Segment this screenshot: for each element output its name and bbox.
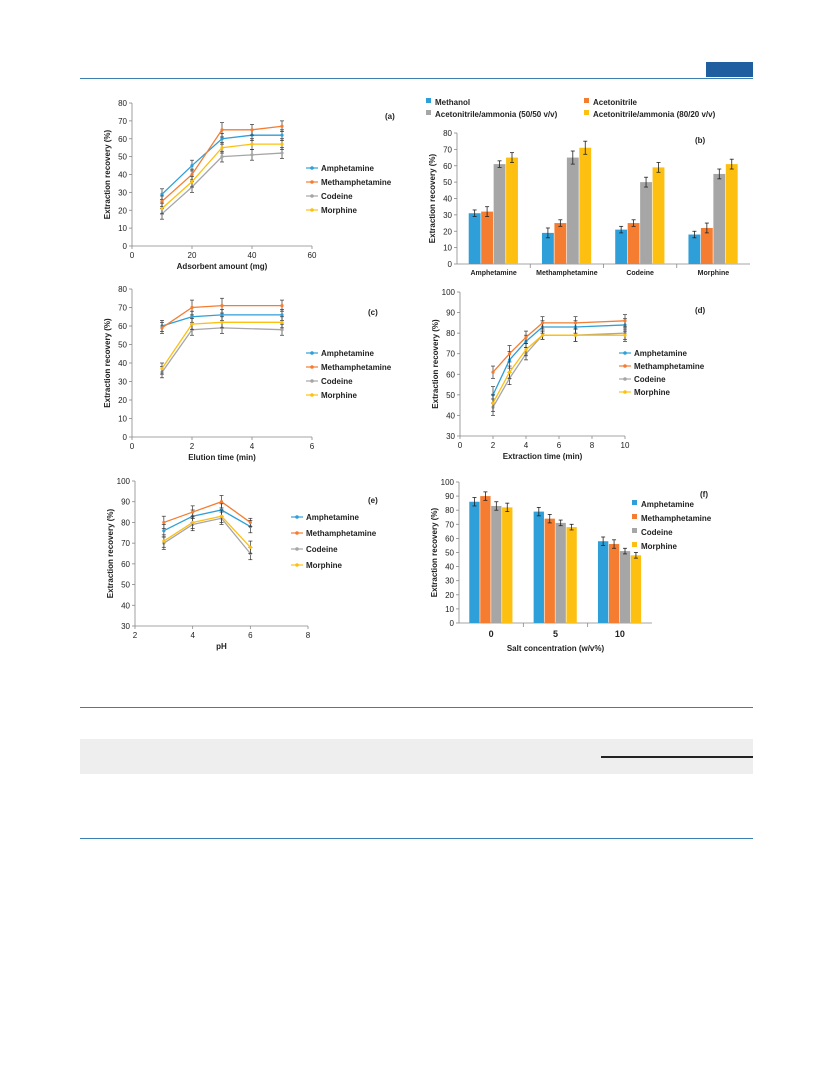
bar-acetonitrile-ammonia-50-50-v-v-amphetamine (494, 164, 506, 264)
legend-item-morphine (632, 542, 678, 551)
x-tick-label: 4 (190, 631, 195, 640)
data-point-methamphetamine (190, 306, 193, 309)
legend-label: Codeine (641, 528, 673, 537)
chart-e-svg (95, 472, 425, 662)
y-tick-label: 100 (116, 477, 130, 486)
legend-label: Methamphetamine (306, 529, 377, 538)
category-label: Amphetamine (470, 270, 517, 277)
x-tick-label: 2 (132, 631, 138, 640)
data-point-methamphetamine (574, 321, 577, 324)
data-point-methamphetamine (191, 510, 194, 513)
x-tick-label: 4 (249, 442, 255, 451)
y-tick-label: 20 (443, 227, 452, 237)
category-label: 5 (552, 629, 559, 639)
chart-f-svg (420, 475, 755, 665)
series-line-methamphetamine (493, 321, 625, 372)
chart-b-svg (420, 95, 755, 285)
data-point-amphetamine (190, 315, 193, 318)
legend-marker (295, 515, 299, 519)
data-point-morphine (280, 321, 283, 324)
data-point-codeine (250, 153, 253, 156)
x-axis-label: pH (216, 642, 227, 651)
y-tick-label: 100 (440, 478, 454, 487)
y-tick-label: 10 (443, 243, 452, 253)
data-point-morphine (491, 401, 494, 404)
category-label: Codeine (626, 270, 654, 277)
y-tick-label: 40 (118, 170, 127, 180)
y-tick-label: 60 (446, 370, 455, 380)
legend-item-amphetamine (306, 349, 374, 358)
y-tick-label: 30 (443, 210, 452, 220)
y-tick-label: 30 (118, 188, 127, 198)
x-tick-label: 2 (490, 441, 496, 450)
data-point-methamphetamine (249, 521, 252, 524)
bar-methanol-amphetamine (469, 213, 481, 264)
legend-label: Amphetamine (306, 513, 359, 522)
y-tick-label: 50 (118, 152, 127, 162)
legend-marker (295, 531, 299, 535)
data-point-morphine (623, 334, 626, 337)
x-tick-label: 0 (457, 441, 463, 450)
y-tick-label: 60 (443, 161, 452, 171)
y-tick-label: 80 (121, 518, 130, 528)
bar-methanol-codeine (615, 230, 627, 264)
bar-acetonitrile-ammonia-80-20-v-v-amphetamine (506, 158, 518, 264)
panel-label: (e) (368, 496, 378, 505)
legend-marker (623, 364, 627, 368)
bar-acetonitrile-ammonia-50-50-v-v-codeine (640, 182, 652, 264)
bar-acetonitrile-ammonia-50-50-v-v-methamphetamine (567, 158, 579, 264)
chart-panel-b (420, 95, 755, 285)
y-tick-label: 50 (121, 580, 130, 590)
legend-item-morphine (306, 391, 358, 400)
bar-methamphetamine-10 (609, 544, 619, 623)
legend-item-acetonitrile-ammonia-80-20-v-v (584, 110, 716, 119)
legend-label: Acetonitrile (593, 98, 638, 107)
data-point-methamphetamine (541, 321, 544, 324)
caption-top-rule (80, 707, 753, 708)
bar-acetonitrile-codeine (628, 223, 640, 264)
y-tick-label: 70 (118, 116, 127, 126)
x-tick-label: 6 (309, 442, 315, 451)
legend-label: Codeine (321, 377, 353, 386)
y-tick-label: 80 (445, 506, 454, 516)
y-tick-label: 60 (445, 534, 454, 544)
x-tick-label: 40 (247, 251, 257, 260)
x-tick-label: 0 (129, 251, 135, 260)
y-tick-label: 70 (121, 539, 130, 549)
chart-a-svg (95, 95, 425, 275)
x-tick-label: 8 (305, 631, 311, 640)
legend-item-acetonitrile (584, 98, 638, 107)
chart-panel-d (420, 285, 755, 470)
category-label: 10 (614, 629, 625, 639)
category-label: Methamphetamine (536, 270, 598, 277)
data-point-amphetamine (280, 134, 283, 137)
data-point-methamphetamine (280, 304, 283, 307)
legend-item-acetonitrile-ammonia-50-50-v-v (426, 110, 558, 119)
data-point-morphine (160, 367, 163, 370)
data-point-morphine (249, 546, 252, 549)
data-point-methamphetamine (220, 500, 223, 503)
y-tick-label: 80 (118, 285, 127, 294)
legend-swatch (632, 542, 637, 547)
bar-codeine-10 (620, 551, 630, 623)
legend-item-codeine (619, 375, 666, 384)
legend-marker (623, 351, 627, 355)
y-tick-label: 100 (441, 288, 455, 297)
legend-label: Morphine (306, 561, 342, 570)
legend-swatch (584, 98, 589, 103)
x-tick-label: 6 (248, 631, 253, 640)
legend-marker (310, 166, 314, 170)
legend-item-morphine (291, 561, 343, 570)
x-axis-label: Extraction time (min) (502, 452, 583, 461)
panel-label: (d) (695, 306, 706, 315)
legend-item-amphetamine (632, 500, 694, 509)
data-point-morphine (524, 348, 527, 351)
header-tab-badge (706, 62, 753, 77)
legend-swatch (426, 98, 431, 103)
legend-item-methamphetamine (291, 529, 377, 538)
bar-amphetamine-5 (534, 512, 544, 623)
legend-swatch (632, 528, 637, 533)
legend-item-methanol (426, 98, 470, 107)
data-point-morphine (280, 143, 283, 146)
legend-item-codeine (306, 377, 353, 386)
y-tick-label: 10 (118, 224, 127, 234)
legend-marker (310, 379, 314, 383)
bar-acetonitrile-ammonia-80-20-v-v-methamphetamine (579, 148, 591, 264)
data-point-morphine (191, 521, 194, 524)
legend-label: Morphine (321, 206, 357, 215)
y-tick-label: 80 (118, 99, 127, 108)
legend-label: Morphine (634, 388, 670, 397)
legend-marker (295, 563, 299, 567)
x-tick-label: 6 (556, 441, 562, 450)
y-tick-label: 0 (447, 260, 452, 269)
chart-panel-c (95, 280, 425, 470)
y-axis-label: Extraction recovery (%) (428, 153, 437, 244)
legend-marker (295, 547, 299, 551)
data-point-morphine (190, 180, 193, 183)
panel-label: (f) (700, 490, 708, 499)
legend-swatch (426, 110, 431, 115)
y-tick-label: 20 (118, 396, 127, 405)
legend-marker (310, 180, 314, 184)
data-point-amphetamine (220, 313, 223, 316)
y-tick-label: 30 (121, 622, 130, 631)
legend-item-methamphetamine (632, 514, 712, 523)
bar-amphetamine-0 (469, 502, 479, 623)
data-point-morphine (220, 146, 223, 149)
y-tick-label: 60 (121, 559, 130, 569)
y-tick-label: 50 (445, 548, 454, 558)
y-tick-label: 80 (446, 329, 455, 339)
series-line-codeine (162, 328, 282, 372)
y-tick-label: 90 (445, 492, 454, 502)
y-tick-label: 50 (118, 340, 127, 350)
legend-label: Morphine (641, 542, 677, 551)
y-tick-label: 80 (443, 129, 452, 138)
legend-marker (310, 194, 314, 198)
x-tick-label: 8 (589, 441, 595, 450)
y-tick-label: 60 (118, 322, 127, 331)
y-tick-label: 40 (445, 562, 454, 572)
bar-acetonitrile-ammonia-50-50-v-v-morphine (713, 174, 725, 264)
y-tick-label: 30 (446, 432, 455, 441)
data-point-morphine (220, 321, 223, 324)
legend-label: Codeine (321, 192, 353, 201)
legend-swatch (632, 500, 637, 505)
legend-swatch (584, 110, 589, 115)
data-point-morphine (162, 539, 165, 542)
chart-panel-f (420, 475, 755, 665)
legend-item-amphetamine (619, 349, 687, 358)
x-tick-label: 20 (187, 251, 197, 260)
legend-label: Codeine (634, 375, 666, 384)
x-tick-label: 0 (129, 442, 135, 451)
data-point-methamphetamine (220, 128, 223, 131)
y-tick-label: 50 (446, 390, 455, 400)
legend-item-methamphetamine (619, 362, 705, 371)
data-point-methamphetamine (220, 304, 223, 307)
panel-label: (b) (695, 136, 706, 145)
bar-morphine-0 (502, 507, 512, 623)
data-point-methamphetamine (524, 336, 527, 339)
header-rule (80, 78, 753, 79)
category-label: Morphine (697, 270, 730, 277)
y-tick-label: 20 (118, 206, 127, 216)
x-tick-label: 60 (307, 251, 317, 260)
x-axis-label: Adsorbent amount (mg) (176, 262, 268, 271)
bar-acetonitrile-ammonia-80-20-v-v-codeine (653, 167, 665, 264)
y-tick-label: 90 (121, 497, 130, 507)
legend-item-amphetamine (291, 513, 359, 522)
data-point-methamphetamine (280, 125, 283, 128)
data-point-amphetamine (190, 164, 193, 167)
legend-item-codeine (306, 192, 353, 201)
y-tick-label: 60 (118, 134, 127, 144)
legend-item-codeine (291, 545, 338, 554)
y-axis-label: Extraction recovery (%) (106, 508, 115, 599)
x-axis-label: Elution time (min) (188, 453, 256, 462)
y-tick-label: 90 (446, 308, 455, 318)
y-tick-label: 30 (118, 377, 127, 387)
legend-label: Methamphetamine (321, 363, 392, 372)
legend-marker (310, 351, 314, 355)
table-bottom-rule (80, 838, 753, 839)
y-axis-label: Extraction recovery (%) (103, 129, 112, 220)
y-tick-label: 50 (443, 178, 452, 188)
y-tick-label: 10 (118, 414, 127, 424)
data-point-methamphetamine (491, 371, 494, 374)
bar-methamphetamine-5 (545, 519, 555, 623)
data-point-morphine (250, 143, 253, 146)
data-point-methamphetamine (250, 128, 253, 131)
data-point-codeine (220, 155, 223, 158)
chart-c-svg (95, 280, 425, 470)
bar-methamphetamine-0 (480, 496, 490, 623)
data-point-methamphetamine (623, 319, 626, 322)
legend-label: Amphetamine (634, 349, 687, 358)
data-point-amphetamine (280, 313, 283, 316)
legend-label: Codeine (306, 545, 338, 554)
legend-label: Acetonitrile/ammonia (80/20 v/v) (593, 110, 716, 119)
data-point-methamphetamine (508, 352, 511, 355)
legend-label: Methamphetamine (641, 514, 712, 523)
series-line-codeine (493, 333, 625, 407)
bar-acetonitrile-methamphetamine (554, 223, 566, 264)
data-point-codeine (280, 151, 283, 154)
chart-panel-a (95, 95, 425, 275)
data-point-morphine (160, 207, 163, 210)
data-point-morphine (574, 334, 577, 337)
y-tick-label: 40 (121, 601, 130, 611)
bar-acetonitrile-amphetamine (481, 212, 493, 264)
data-point-methamphetamine (162, 521, 165, 524)
data-point-methamphetamine (160, 200, 163, 203)
data-point-amphetamine (162, 529, 165, 532)
y-tick-label: 40 (446, 411, 455, 421)
legend-label: Methamphetamine (321, 178, 392, 187)
legend-label: Methamphetamine (634, 362, 705, 371)
y-axis-label: Extraction recovery (%) (431, 319, 440, 409)
y-tick-label: 70 (445, 520, 454, 530)
x-tick-label: 2 (189, 442, 195, 451)
legend-marker (310, 393, 314, 397)
y-axis-label: Extraction recovery (%) (103, 318, 112, 408)
y-tick-label: 70 (443, 145, 452, 155)
y-tick-label: 30 (445, 576, 454, 586)
panel-label: (a) (385, 112, 395, 121)
table-header-line (601, 756, 753, 758)
y-axis-label: Extraction recovery (%) (430, 507, 439, 598)
legend-label: Amphetamine (321, 164, 374, 173)
legend-label: Amphetamine (321, 349, 374, 358)
data-point-methamphetamine (190, 173, 193, 176)
legend-marker (623, 390, 627, 394)
legend-item-morphine (619, 388, 671, 397)
legend-marker (623, 377, 627, 381)
chart-d-svg (420, 285, 755, 470)
bar-acetonitrile-morphine (701, 228, 713, 264)
legend-item-methamphetamine (306, 363, 392, 372)
bar-methanol-morphine (688, 235, 700, 264)
legend-swatch (632, 514, 637, 519)
panel-label: (c) (368, 308, 378, 317)
y-tick-label: 70 (118, 303, 127, 313)
x-axis-label: Salt concentration (w/v%) (506, 644, 605, 653)
x-tick-label: 4 (523, 441, 529, 450)
y-tick-label: 0 (122, 433, 127, 442)
legend-label: Methanol (435, 98, 471, 107)
x-tick-label: 10 (620, 441, 630, 450)
y-tick-label: 40 (118, 359, 127, 368)
data-point-morphine (220, 515, 223, 518)
data-point-codeine (280, 328, 283, 331)
legend-item-codeine (632, 528, 673, 537)
data-point-amphetamine (160, 193, 163, 196)
legend-item-methamphetamine (306, 178, 392, 187)
bar-codeine-0 (491, 506, 501, 623)
bar-acetonitrile-ammonia-80-20-v-v-morphine (726, 164, 738, 264)
bar-amphetamine-10 (598, 541, 608, 623)
legend-marker (310, 208, 314, 212)
y-tick-label: 70 (446, 349, 455, 359)
category-label: 0 (488, 629, 494, 639)
y-tick-label: 40 (443, 194, 452, 204)
y-tick-label: 10 (445, 604, 454, 614)
data-point-morphine (508, 371, 511, 374)
y-tick-label: 0 (122, 242, 127, 251)
legend-label: Morphine (321, 391, 357, 400)
y-tick-label: 0 (449, 619, 454, 628)
y-tick-label: 20 (445, 590, 454, 600)
legend-label: Acetonitrile/ammonia (50/50 v/v) (435, 110, 558, 119)
data-point-morphine (190, 323, 193, 326)
bar-morphine-5 (566, 527, 576, 623)
data-point-morphine (541, 334, 544, 337)
bar-morphine-10 (631, 555, 641, 623)
legend-item-morphine (306, 206, 358, 215)
data-point-methamphetamine (160, 326, 163, 329)
legend-marker (310, 365, 314, 369)
legend-label: Amphetamine (641, 500, 694, 509)
series-line-morphine (493, 335, 625, 403)
legend-item-amphetamine (306, 164, 374, 173)
chart-panel-e (95, 472, 425, 662)
data-point-amphetamine (220, 137, 223, 140)
bar-codeine-5 (556, 523, 566, 623)
